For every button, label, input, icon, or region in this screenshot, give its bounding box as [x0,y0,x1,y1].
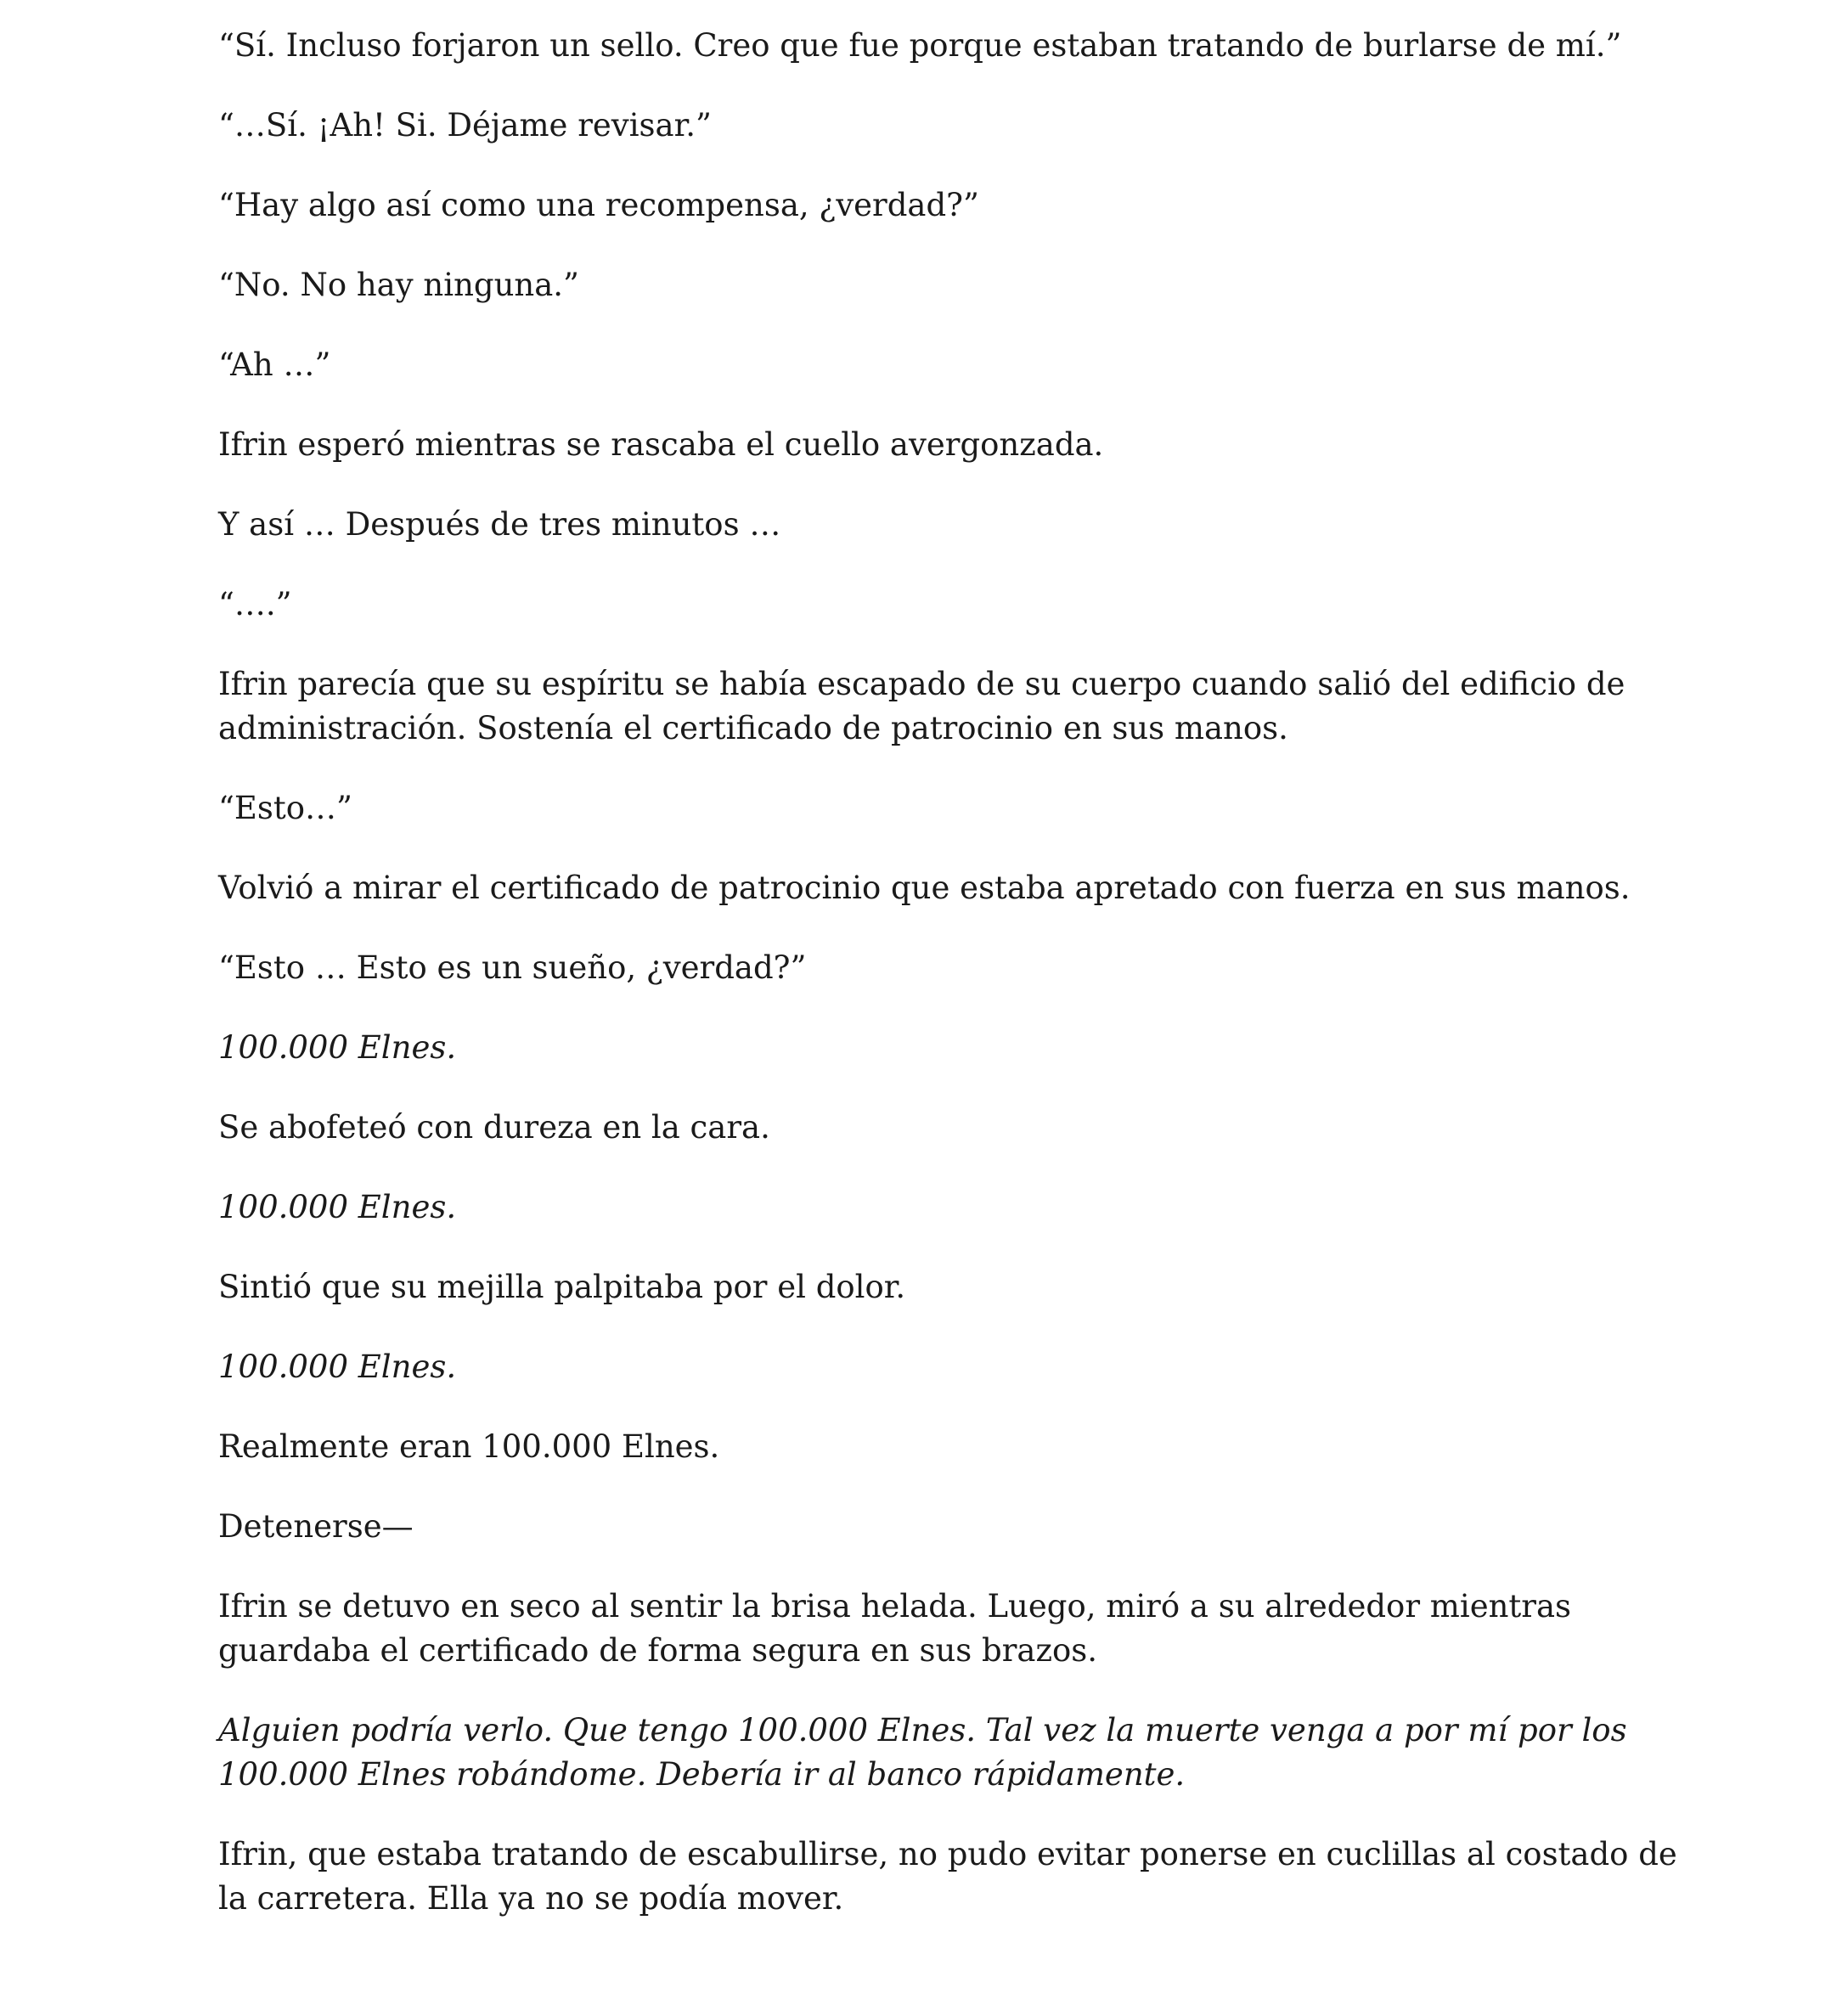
paragraph: Ifrin esperó mientras se rascaba el cuello avergonzada. [218,426,1104,463]
italic-paragraph: Alguien podría verlo. Que tengo 100.000 Elnes. Tal vez la muerte venga a por mí por los 100.000 Elnes robándome. Debería ir al banco rápidamente. [218,1712,1627,1793]
paragraph: Ifrin parecía que su espíritu se había escapado de su cuerpo cuando salió del edificio de administración. Sostenía el certificado de patrocinio en sus manos. [218,666,1625,746]
paragraph: “Ah …” [218,346,331,383]
paragraph: Realmente eran 100.000 Elnes. [218,1428,720,1465]
paragraph: Volvió a mirar el certificado de patrocinio que estaba apretado con fuerza en sus manos. [218,870,1631,906]
paragraph: “Esto … Esto es un sueño, ¿verdad?” [218,949,807,986]
paragraph: Ifrin se detuvo en seco al sentir la brisa helada. Luego, miró a su alrededor mientras guardaba el certificado de forma segura en sus brazos. [218,1588,1572,1669]
paragraph: Ifrin, que estaba tratando de escabullirse, no pudo evitar ponerse en cuclillas al costado de la carretera. Ella ya no se podía mover. [218,1836,1677,1917]
italic-paragraph: 100.000 Elnes. [218,1189,457,1225]
document-body [218,24,1679,1957]
paragraph: Y así … Después de tres minutos … [218,506,781,543]
paragraph: Sintió que su mejilla palpitaba por el dolor. [218,1269,906,1305]
italic-paragraph: 100.000 Elnes. [218,1029,457,1066]
paragraph: “Sí. Incluso forjaron un sello. Creo que fue porque estaban tratando de burlarse de mí.” [218,27,1622,64]
paragraph: Se abofeteó con dureza en la cara. [218,1109,770,1146]
paragraph: “Hay algo así como una recompensa, ¿verdad?” [218,187,979,223]
paragraph: “…Sí. ¡Ah! Si. Déjame revisar.” [218,107,712,144]
paragraph: “Esto…” [218,790,352,826]
italic-paragraph: 100.000 Elnes. [218,1349,457,1385]
paragraph: “No. No hay ninguna.” [218,267,579,303]
paragraph: “….” [218,586,292,622]
paragraph: Detenerse— [218,1508,414,1545]
